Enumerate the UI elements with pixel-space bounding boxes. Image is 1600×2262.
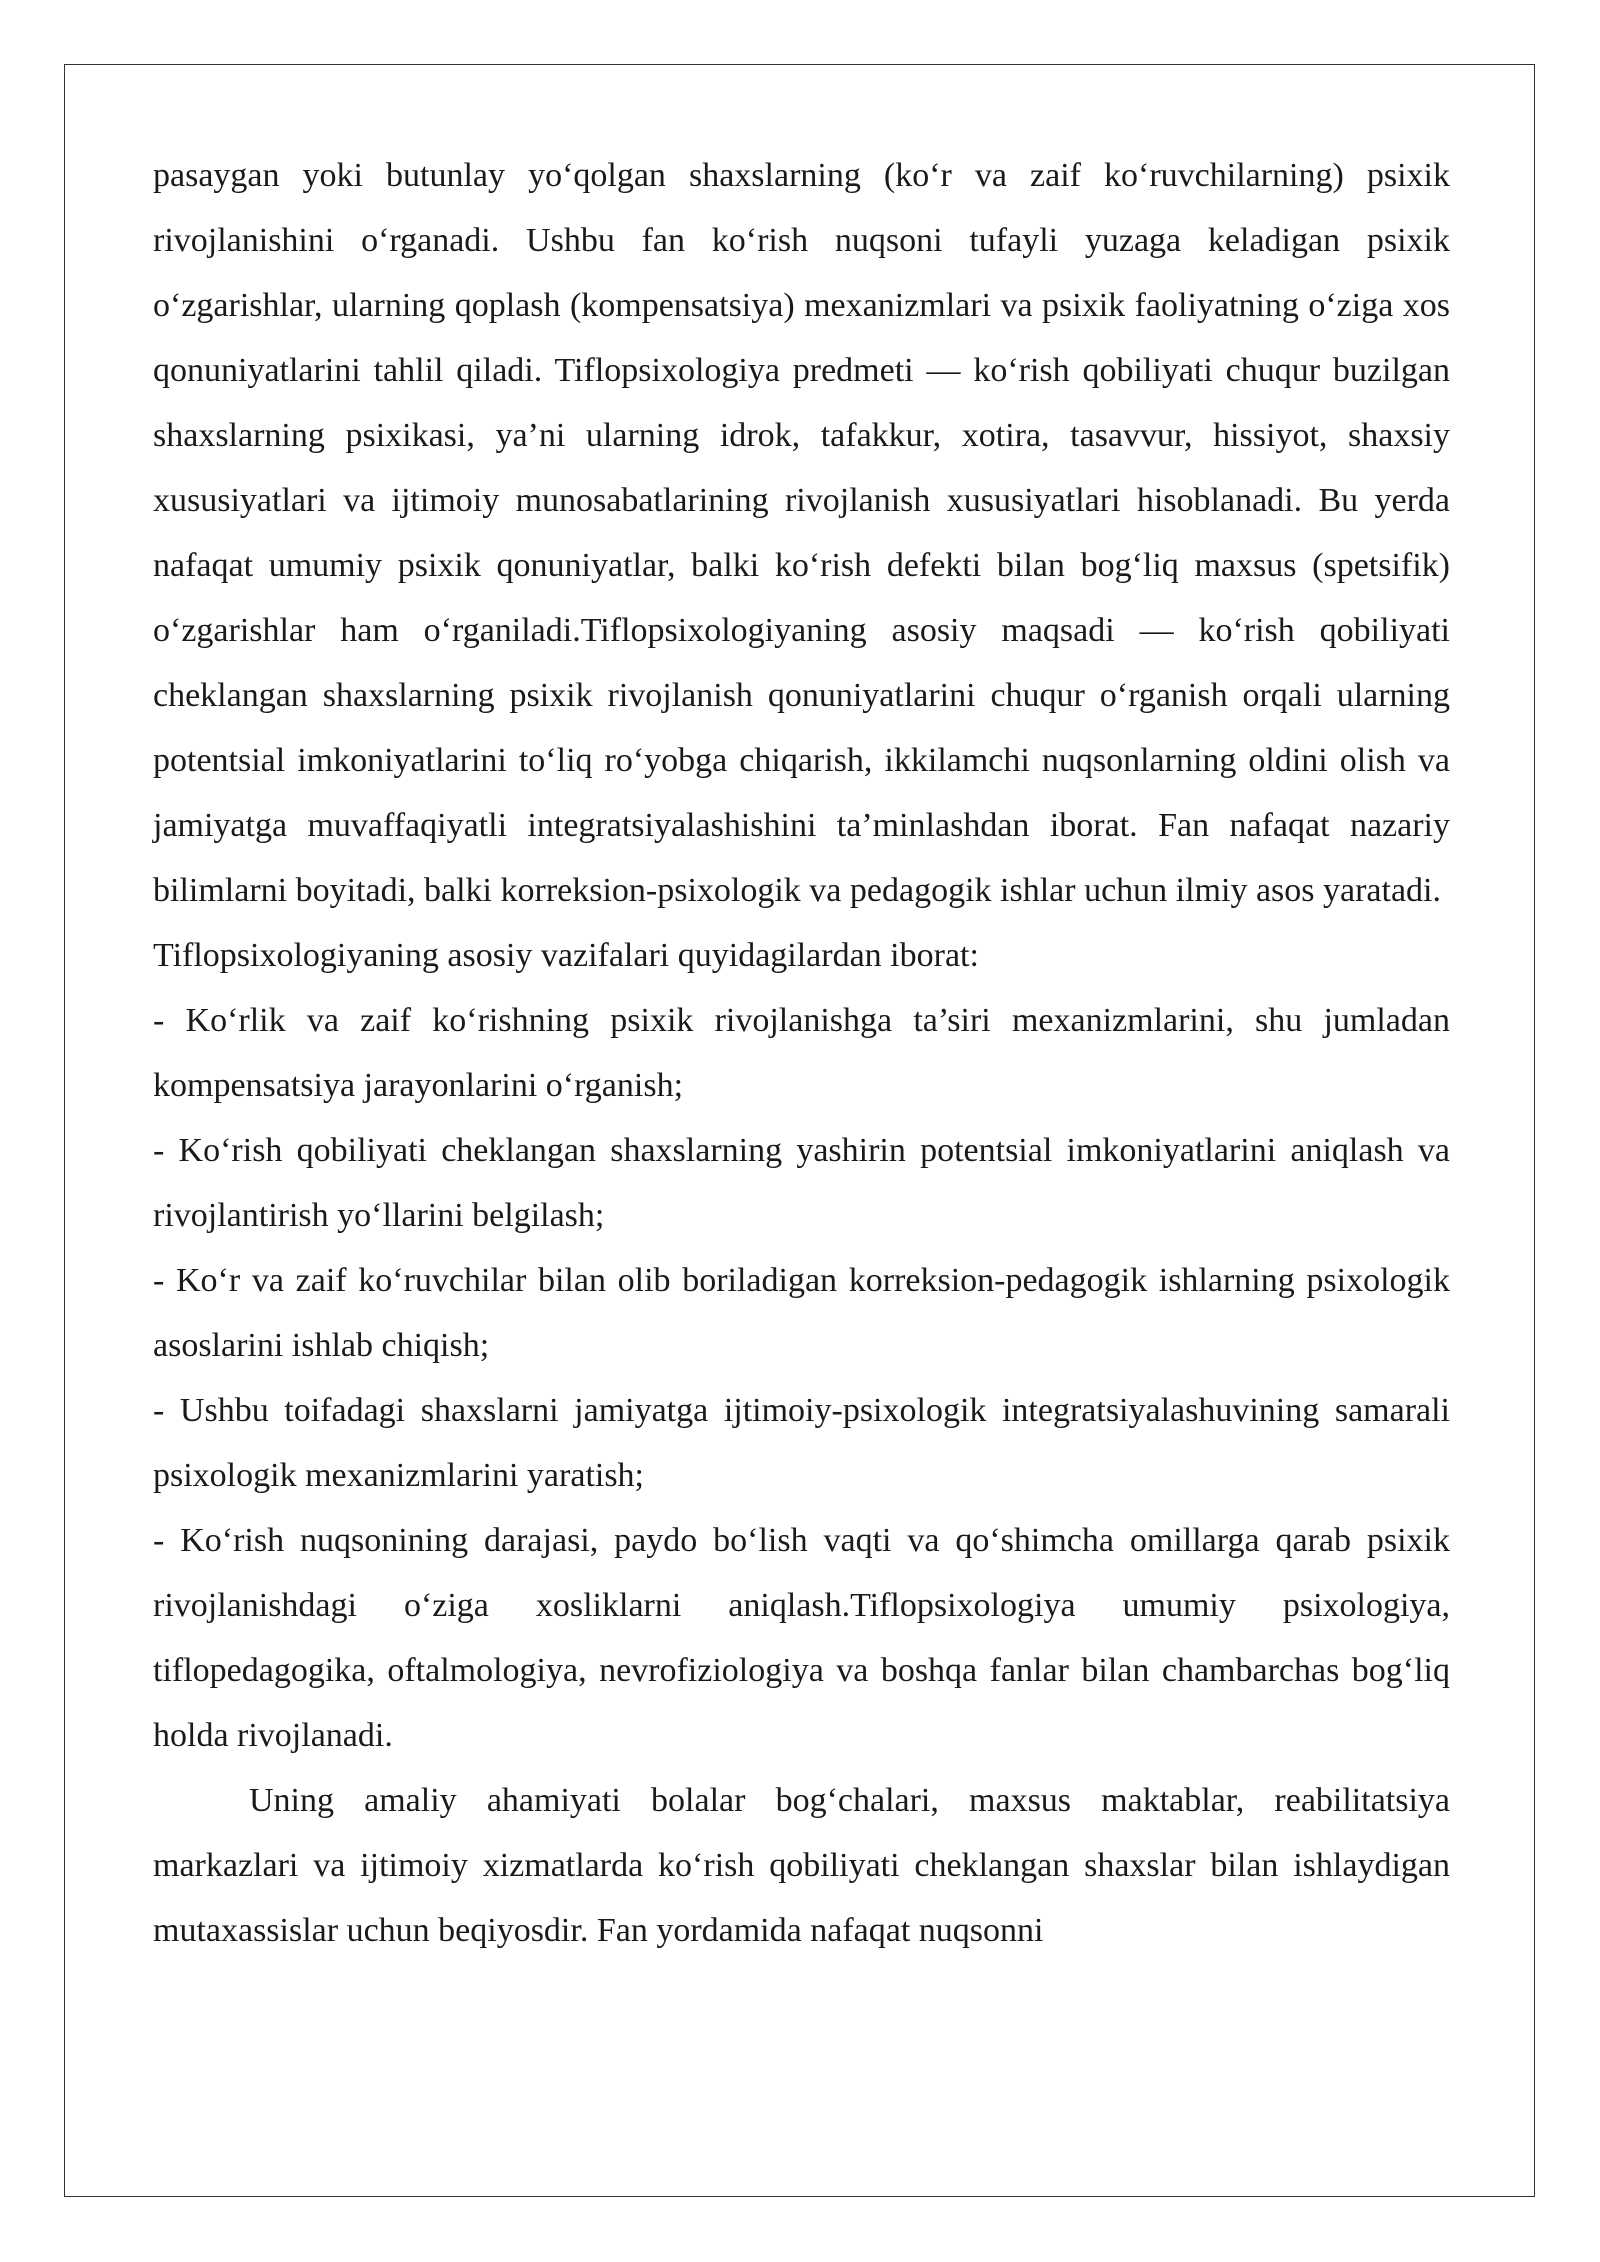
paragraph-intro: pasaygan yoki butunlay yoʻqolgan shaxslarning (koʻr va zaif koʻruvchilarning) psixik rivojlanishini oʻrganadi. Ushbu fan koʻrish nuqsoni tufayli yuzaga keladigan psixik oʻzgarishlar, ularning qoplash (kompensatsiya) mexanizmlari va psixik faoliyatning oʻziga xos qonuniyatlarini tahlil qiladi. Tiflopsixologiya predmeti — koʻrish qobiliyati chuqur buzilgan shaxslarning psixikasi, ya’ni ularning idrok, tafakkur, xotira, tasavvur, hissiyot, shaxsiy xususiyatlari va ijtimoiy munosabatlarining rivojlanish xususiyatlari hisoblanadi. Bu yerda nafaqat umumiy psixik qonuniyatlar, balki koʻrish defekti bilan bogʻliq maxsus (spetsifik) oʻzgarishlar ham oʻrganiladi.Tiflopsixologiyaning asosiy maqsadi — koʻrish qobiliyati cheklangan shaxslarning psixik rivojlanish qonuniyatlarini chuqur oʻrganish orqali ularning potentsial imkoniyatlarini toʻliq roʻyobga chiqarish, ikkilamchi nuqsonlarning oldini olish va jamiyatga muvaffaqiyatli integratsiyalashishini ta’minlashdan iborat. Fan nafaqat nazariy bilimlarni boyitadi, balki korreksion-psixologik va pedagogik ishlar uchun ilmiy asos yaratadi. [153,157,1450,909]
list-item-task-1: - Koʻrlik va zaif koʻrishning psixik rivojlanishga ta’siri mexanizmlarini, shu jumladan kompensatsiya jarayonlarini oʻrganish; [153,1002,1450,1104]
document-body [153,143,1450,1963]
paragraph-practical-significance: Uning amaliy ahamiyati bolalar bogʻchalari, maxsus maktablar, reabilitatsiya markazlari va ijtimoiy xizmatlarda koʻrish qobiliyati cheklangan shaxslar bilan ishlaydigan mutaxassislar uchun beqiyosdir. Fan yordamida nafaqat nuqsonni [153,1782,1450,1949]
list-item-task-4: - Ushbu toifadagi shaxslarni jamiyatga ijtimoiy-psixologik integratsiyalashuvining samarali psixologik mexanizmlarini yaratish; [153,1392,1450,1494]
list-item-task-5: - Koʻrish nuqsonining darajasi, paydo boʻlish vaqti va qoʻshimcha omillarga qarab psixik rivojlanishdagi oʻziga xosliklarni aniqlash.Tiflopsixologiya umumiy psixologiya, tiflopedagogika, oftalmologiya, nevrofiziologiya va boshqa fanlar bilan chambarchas bogʻliq holda rivojlanadi. [153,1522,1450,1754]
paragraph-tasks-heading: Tiflopsixologiyaning asosiy vazifalari quyidagilardan iborat: [153,937,979,974]
list-item-task-3: - Koʻr va zaif koʻruvchilar bilan olib boriladigan korreksion-pedagogik ishlarning psixologik asoslarini ishlab chiqish; [153,1262,1450,1364]
list-item-task-2: - Koʻrish qobiliyati cheklangan shaxslarning yashirin potentsial imkoniyatlarini aniqlash va rivojlantirish yoʻllarini belgilash; [153,1132,1450,1234]
